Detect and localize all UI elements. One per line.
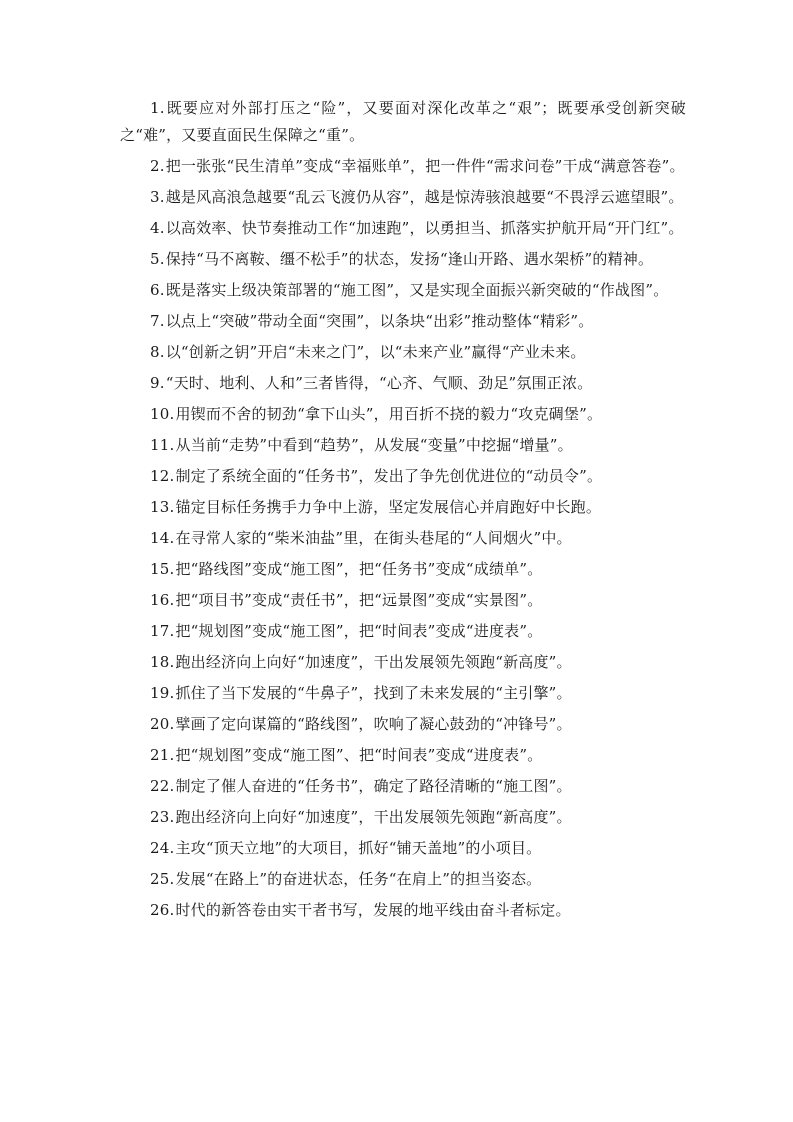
list-item — [120, 773, 686, 800]
item-text: 跑出经济向上向好“加速度”，干出发展领先领跑“新高度”。 — [175, 653, 572, 671]
item-text: 越是风高浪急越要“乱云飞渡仍从容”，越是惊涛骇浪越要“不畏浮云遮望眼”。 — [165, 188, 684, 206]
item-text: 跑出经济向上向好“加速度”，干出发展领先领跑“新高度”。 — [175, 808, 572, 826]
list-item — [120, 680, 686, 707]
item-number: 25. — [150, 870, 175, 888]
list-item — [120, 463, 686, 490]
list-item — [120, 246, 686, 273]
list-item — [120, 184, 686, 211]
list-item — [120, 95, 686, 149]
item-number: 26. — [150, 901, 175, 919]
item-text: 把“路线图”变成“施工图”，把“任务书”变成“成绩单”。 — [175, 560, 543, 578]
item-number: 12. — [150, 467, 175, 485]
item-number: 9. — [150, 374, 165, 392]
item-number: 8. — [150, 343, 165, 361]
item-number: 19. — [150, 684, 175, 702]
item-number: 11. — [150, 436, 175, 454]
item-text: 锚定目标任务携手力争中上游，坚定发展信心并肩跑好中长跑。 — [175, 498, 602, 516]
list-item — [120, 835, 686, 862]
list-item — [120, 587, 686, 614]
list-item — [120, 649, 686, 676]
item-text: 发展“在路上”的奋进状态，任务“在肩上”的担当姿态。 — [175, 870, 542, 888]
item-text: 擘画了定向谋篇的“路线图”，吹响了凝心鼓劲的“冲锋号”。 — [175, 715, 572, 733]
item-number: 17. — [150, 622, 175, 640]
item-number: 16. — [150, 591, 175, 609]
item-text: 既是落实上级决策部署的“施工图”，又是实现全面振兴新突破的“作战图”。 — [165, 281, 669, 299]
item-text: 以高效率、快节奏推动工作“加速跑”，以勇担当、抓落实护航开局“开门红”。 — [165, 219, 684, 237]
list-item — [120, 308, 686, 335]
item-number: 4. — [150, 219, 165, 237]
item-number: 22. — [150, 777, 175, 795]
item-text: 主攻“顶天立地”的大项目，抓好“铺天盖地”的小项目。 — [175, 839, 542, 857]
list-item — [120, 494, 686, 521]
item-number: 15. — [150, 560, 175, 578]
item-text: 制定了系统全面的“任务书”，发出了争先创优进位的“动员令”。 — [175, 467, 603, 485]
item-text: 在寻常人家的“柴米油盐”里，在街头巷尾的“人间烟火”中。 — [175, 529, 572, 547]
list-item — [120, 215, 686, 242]
item-number: 1. — [150, 99, 165, 117]
item-text: 把“规划图”变成“施工图”、把“时间表”变成“进度表”。 — [175, 746, 543, 764]
item-number: 13. — [150, 498, 175, 516]
item-number: 7. — [150, 312, 165, 330]
list-item — [120, 711, 686, 738]
list-item — [120, 866, 686, 893]
phrase-list — [120, 95, 686, 928]
item-number: 24. — [150, 839, 175, 857]
item-number: 20. — [150, 715, 175, 733]
list-item — [120, 432, 686, 459]
item-text: 以“创新之钥”开启“未来之门”，以“未来产业”赢得“产业未来。 — [165, 343, 586, 361]
list-item — [120, 556, 686, 583]
list-item — [120, 401, 686, 428]
item-text: 既要应对外部打压之“险”，又要面对深化改革之“艰”；既要承受创新突破之“难”，又要直面民生保障之“重”。 — [120, 99, 686, 144]
item-number: 10. — [150, 405, 175, 423]
list-item — [120, 525, 686, 552]
item-text: 时代的新答卷由实干者书写，发展的地平线由奋斗者标定。 — [175, 901, 571, 919]
item-number: 21. — [150, 746, 175, 764]
item-number: 2. — [150, 157, 165, 175]
item-text: 用锲而不舍的韧劲“拿下山头”，用百折不挠的毅力“攻克碉堡”。 — [175, 405, 603, 423]
item-number: 3. — [150, 188, 165, 206]
item-number: 23. — [150, 808, 175, 826]
list-item — [120, 618, 686, 645]
item-text: 把一张张“民生清单”变成“幸福账单”，把一件件“需求问卷”干成“满意答卷”。 — [165, 157, 685, 175]
list-item — [120, 742, 686, 769]
list-item — [120, 339, 686, 366]
item-text: “天时、地利、人和”三者皆得，“心齐、气顺、劲足”氛围正浓。 — [165, 374, 593, 392]
item-text: 保持“马不离鞍、缰不松手”的状态，发扬“逢山开路、遇水架桥”的精神。 — [165, 250, 654, 268]
item-text: 从当前“走势”中看到“趋势”，从发展“变量”中挖掘“增量”。 — [175, 436, 573, 454]
item-number: 18. — [150, 653, 175, 671]
item-text: 制定了催人奋进的“任务书”，确定了路径清晰的“施工图”。 — [175, 777, 572, 795]
item-text: 抓住了当下发展的“牛鼻子”，找到了未来发展的“主引擎”。 — [175, 684, 572, 702]
list-item — [120, 153, 686, 180]
list-item — [120, 897, 686, 924]
list-item — [120, 804, 686, 831]
list-item — [120, 370, 686, 397]
item-text: 以点上“突破”带动全面“突围”，以条块“出彩”推动整体“精彩”。 — [165, 312, 594, 330]
item-text: 把“项目书”变成“责任书”，把“远景图”变成“实景图”。 — [175, 591, 543, 609]
item-text: 把“规划图”变成“施工图”，把“时间表”变成“进度表”。 — [175, 622, 543, 640]
item-number: 6. — [150, 281, 165, 299]
item-number: 5. — [150, 250, 165, 268]
item-number: 14. — [150, 529, 175, 547]
list-item — [120, 277, 686, 304]
